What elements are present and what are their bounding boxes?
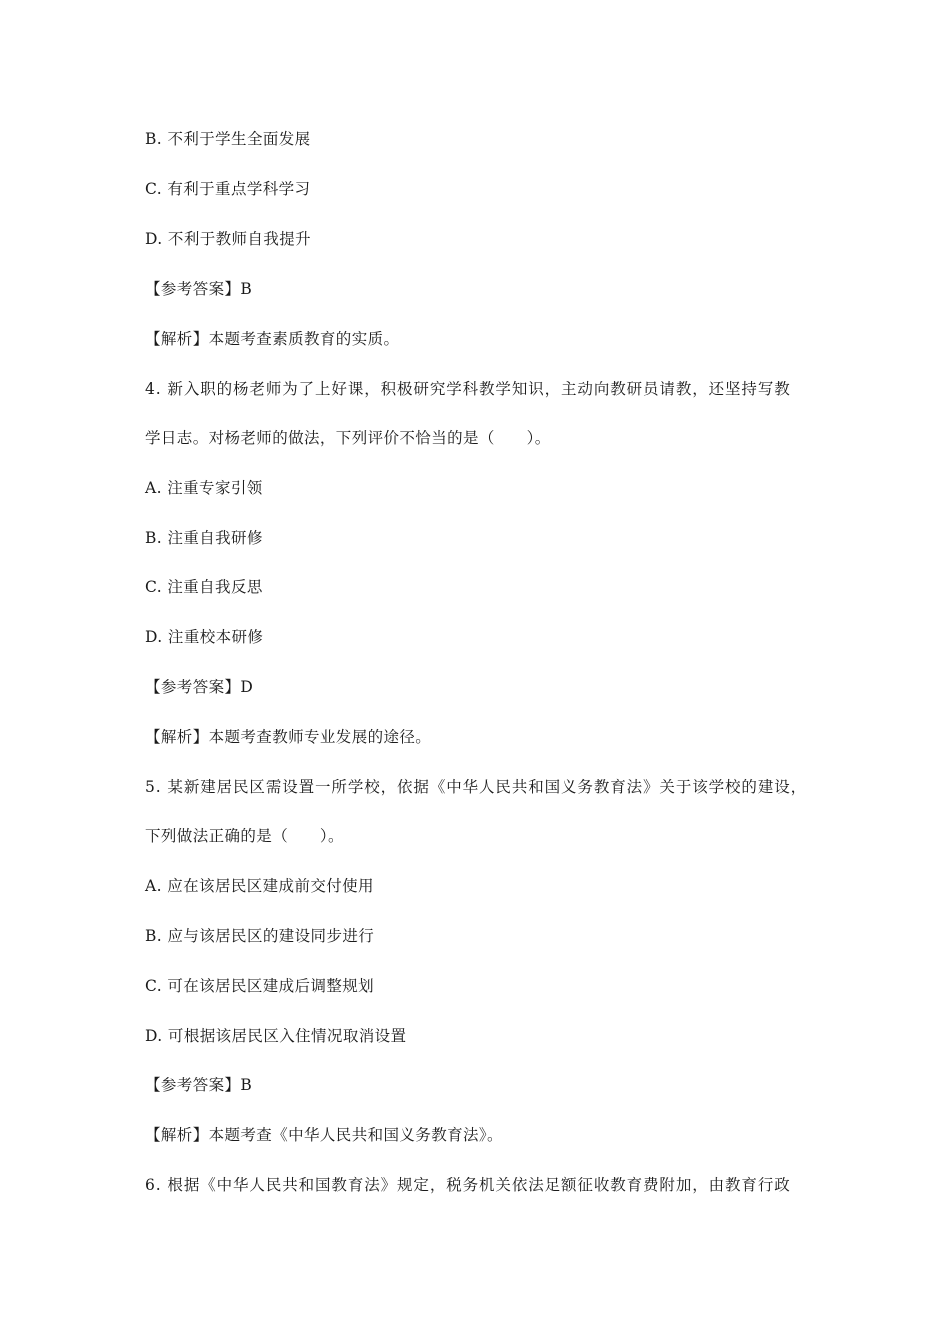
q4-option-c: C. 注重自我反思: [145, 578, 263, 596]
q4-answer: 【参考答案】D: [145, 678, 254, 696]
q5-option-d: D. 可根据该居民区入住情况取消设置: [145, 1027, 407, 1045]
q5-option-a: A. 应在该居民区建成前交付使用: [145, 877, 374, 895]
q3-option-b: B. 不利于学生全面发展: [145, 130, 311, 148]
q5-question-line-2: 下列做法正确的是（ ）。: [145, 827, 344, 845]
q5-option-c: C. 可在该居民区建成后调整规划: [145, 977, 375, 995]
q3-option-c: C. 有利于重点学科学习: [145, 180, 311, 198]
q4-option-d: D. 注重校本研修: [145, 628, 264, 646]
q4-question-line-2: 学日志。对杨老师的做法，下列评价不恰当的是（ ）。: [145, 429, 551, 447]
q4-option-a: A. 注重专家引领: [145, 479, 263, 497]
q4-question-line-1: 4. 新入职的杨老师为了上好课，积极研究学科教学知识，主动向教研员请教，还坚持写教: [145, 380, 791, 398]
q5-analysis: 【解析】本题考查《中华人民共和国义务教育法》。: [145, 1126, 503, 1144]
q4-option-b: B. 注重自我研修: [145, 529, 263, 547]
q4-analysis: 【解析】本题考查教师专业发展的途径。: [145, 728, 432, 746]
q5-answer: 【参考答案】B: [145, 1076, 253, 1094]
q3-analysis: 【解析】本题考查素质教育的实质。: [145, 330, 400, 348]
q6-question-line-1: 6. 根据《中华人民共和国教育法》规定，税务机关依法足额征收教育费附加，由教育行政: [145, 1176, 791, 1194]
q3-answer: 【参考答案】B: [145, 280, 253, 298]
q3-option-d: D. 不利于教师自我提升: [145, 230, 312, 248]
q5-question-line-1: 5. 某新建居民区需设置一所学校，依据《中华人民共和国义务教育法》关于该学校的建设，: [145, 778, 808, 796]
q5-option-b: B. 应与该居民区的建设同步进行: [145, 927, 375, 945]
